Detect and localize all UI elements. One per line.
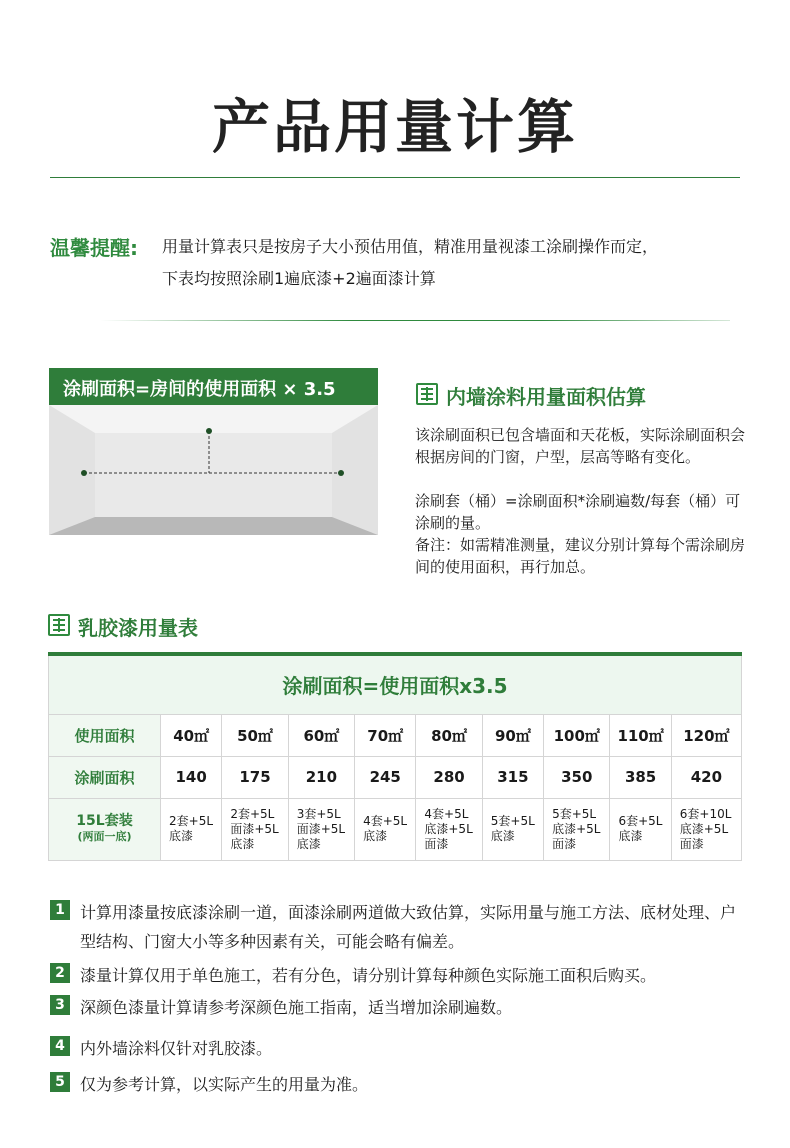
kit-cell-line: 底漆 (230, 836, 255, 851)
use-area-header: 使用面积 (49, 714, 161, 756)
kit-cell-line: 4套+5L (363, 814, 408, 828)
kit-cell (671, 798, 741, 860)
table-grid-icon (416, 383, 438, 405)
paint-area-cell: 175 (222, 756, 288, 798)
kit-cell (610, 798, 671, 860)
note-text: 深颜色漆量计算请参考深颜色施工指南，适当增加涂刷遍数。 (80, 998, 513, 1017)
kit-cell-line: 3套+5L (296, 806, 341, 821)
table-grid-icon (48, 614, 70, 636)
kit-cell-line: 底漆 (169, 829, 194, 843)
kit-cell-line: 5套+5L (490, 814, 535, 828)
tip-label: 温馨提醒: (50, 236, 138, 260)
paint-area-cell: 280 (416, 756, 482, 798)
kit-cell-line: 2套+5L (169, 814, 214, 828)
kit-cell-line: 6套+5L (618, 814, 663, 828)
note-number-badge: 2 (50, 963, 70, 983)
page-title: 产品用量计算 (211, 93, 578, 161)
paint-area-cell: 315 (482, 756, 543, 798)
usage-table (48, 652, 742, 861)
kit-cell (222, 798, 288, 860)
note-number-badge: 3 (50, 995, 70, 1015)
note-text: 漆量计算仅用于单色施工，若有分色，请分别计算每种颜色实际施工面积后购买。 (80, 966, 657, 985)
kit-cell-line: 底漆 (490, 829, 515, 843)
kit-cell (288, 798, 354, 860)
latex-heading: 乳胶漆用量表 (78, 616, 198, 640)
paint-area-cell: 140 (161, 756, 222, 798)
kit-cell-line: 面漆+5L (296, 821, 346, 836)
interior-heading: 内墙涂料用量面积估算 (446, 385, 646, 409)
use-area-cell: 60㎡ (288, 714, 354, 756)
kit-cell (482, 798, 543, 860)
note-number-badge: 1 (50, 900, 70, 920)
table-title: 涂刷面积=使用面积x3.5 (49, 654, 742, 714)
kit-header-label: 15L套装 (76, 813, 133, 829)
use-area-cell: 100㎡ (544, 714, 610, 756)
kit-cell-line: 4套+5L (424, 806, 469, 821)
kit-cell-line: 面漆 (552, 836, 577, 851)
room-diagram (49, 405, 378, 535)
note-number-badge: 5 (50, 1072, 70, 1092)
kit-cell-line: 6套+10L (679, 806, 732, 821)
paint-area-cell: 210 (288, 756, 354, 798)
kit-cell (544, 798, 610, 860)
paint-area-header: 涂刷面积 (49, 756, 161, 798)
tip-line-1: 用量计算表只是按房子大小预估用值，精准用量视漆工涂刷操作而定， (162, 237, 659, 256)
use-area-cell: 120㎡ (671, 714, 741, 756)
kit-cell-line: 底漆+5L (552, 821, 601, 836)
note-text: 内外墙涂料仅针对乳胶漆。 (80, 1039, 273, 1058)
note-text: 计算用漆量按底漆涂刷一道，面漆涂刷两道做大致估算，实际用量与施工方法、底材处理、户型结构、门窗大小等多种因素有关，可能会略有偏差。 (80, 903, 737, 951)
kit-cell-line: 面漆+5L (230, 821, 279, 836)
use-area-cell: 50㎡ (222, 714, 288, 756)
kit-cell (355, 798, 416, 860)
kit-cell-line: 面漆 (679, 836, 704, 851)
note-number-badge: 4 (50, 1036, 70, 1056)
interior-desc-3: 备注：如需精准测量，建议分别计算每个需涂刷房间的使用面积，再行加总。 (415, 536, 746, 576)
use-area-cell: 110㎡ (610, 714, 671, 756)
kit-header-sub: (两面一底) (77, 830, 132, 843)
paint-area-cell: 350 (544, 756, 610, 798)
note-text: 仅为参考计算，以实际产生的用量为准。 (80, 1075, 369, 1094)
kit-cell (161, 798, 222, 860)
kit-cell-line: 底漆+5L (679, 821, 729, 836)
paint-area-cell: 245 (355, 756, 416, 798)
paint-area-cell: 385 (610, 756, 671, 798)
title-divider (50, 177, 740, 178)
use-area-cell: 80㎡ (416, 714, 482, 756)
formula-banner: 涂刷面积=房间的使用面积 × 3.5 (49, 368, 378, 405)
kit-cell-line: 2套+5L (230, 806, 275, 821)
use-area-cell: 40㎡ (161, 714, 222, 756)
kit-cell-line: 底漆 (618, 829, 643, 843)
kit-cell-line: 面漆 (424, 836, 449, 851)
interior-desc-1: 该涂刷面积已包含墙面和天花板，实际涂刷面积会根据房间的门窗，户型，层高等略有变化。 (415, 426, 746, 466)
kit-cell (416, 798, 482, 860)
paint-area-cell: 420 (671, 756, 741, 798)
interior-desc-2: 涂刷套（桶）=涂刷面积*涂刷遍数/每套（桶）可涂刷的量。 (415, 492, 741, 532)
tip-divider (100, 320, 730, 321)
kit-cell-line: 底漆 (296, 836, 321, 851)
use-area-cell: 90㎡ (482, 714, 543, 756)
use-area-cell: 70㎡ (355, 714, 416, 756)
kit-cell-line: 底漆+5L (424, 821, 473, 836)
kit-header (49, 798, 161, 860)
kit-cell-line: 底漆 (363, 829, 388, 843)
kit-cell-line: 5套+5L (552, 806, 597, 821)
tip-line-2: 下表均按照涂刷1遍底漆+2遍面漆计算 (162, 269, 436, 288)
